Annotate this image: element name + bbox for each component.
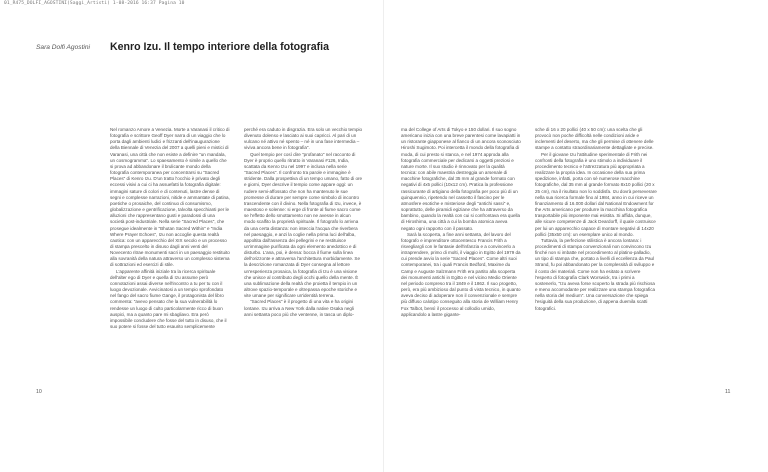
text-column-1	[110, 127, 230, 330]
paragraph: Quel tempio per così dire "profanato" nel racconto di Dyer è proprio quello ritratto in Varanasi #126, India, scattata da Kenro Izu nel 1997 e inclusa nella serie "Sacred Places". Il confronto tra parole e immagine è stridente. Dalla prospettiva di un tempo umano, fatto di ore e giorni, Dyer descrive il tempio come appare oggi: un rudere semi-affossato che non ha mantenuto le sue promesse di durare per sempre come simbolo di incontro trascendente con il divino. Nella fotografia di Izu, invece, è maestoso e solenne: si erge di fronte al fiume sacro come se l'effetto dello smottamento non ne avesse in alcun modo scalfito la proprietà spirituale. Il fotografo lo arrivna da una certa distanza: non inteccia l'acqua che riverbera nel paesaggio, e anzi la coglie nella prima luci dell'alba, appoltita dall'assenza dei pellegrini e ne restituisce un'immagine purificata da ogni elemento anedottico e di disturbo. L'ana, poi, è densa: bocca il fiume sulla linea dell'orizzonte e attraversa l'architettura morbidamente. Se la descrizione romanzata di Dyer consegna al lettore un'esperienza prosaica, la fotografia di Izu è una visione che unisce al contributo degli occhi quello della mente. È una sublimazione della realtà che proietta il tempio in un altrove spazio-temporale e oltrepassa epoche storiche e vite umane per significare un'identità terrena.	[244, 151, 363, 299]
print-slug: 01_R475_DOLFI_AGOSTINI(Saggi_Artisti) 1-08-2016 16:37 Pagina 10	[4, 1, 185, 6]
paragraph: ma del College of Arts di Tokyo e 150 dollari. Il suo sogno americano inizia con una breve parentesi come lavapiatti in un ristorante giapponese al fianco di un ancora sconosciuto Hiroshi Sugimoto. Poi intercetta il mondo della fotografia di moda, di cui presto si stanca, e nel 1974 approda alla fotografia commerciale per dedicarsi a oggetti preziosi e nature morte. Il suo studio è rinnovato per la qualità tecnica: con abile maestria destreggia un arsenale di macchine fotografiche, dal 35 mm al grande formato con negativi di 4x5 pollici (10x12 cm). Pratica la professione rassicurante di artigiano della fotografia per poco più di un quinquennio, ripetendo nel cassetto il fascino per le atmosfere esotiche e misteriose degli "antichi sassi" e, soprattutto, delle piramidi egiziane che ha attraverso da bambino, quando la realtà con cui si confrontava era quella di Hiroshima, una città a cui la bomba atomica aveva negato ogni rapporto con il passato.	[401, 127, 521, 231]
paragraph: Sarà la scoperta, a fine anni settanta, del lavoro del fotografo e imprenditore ottocentesco Francis Frith a risvegliargli con le fantasie dell'infanzia e a convincerlo a intraprendere, primo di molti, il viaggio in Egitto del 1979 da cui prende avvio la serie "Sacred Places". Come altri suoi contemporanei, tra i quali Francis Bedford, Maxime du Camp e Auguste Salzmann Frith era partito alla scoperta dei monumenti antichi in Egitto e nel vicino Medio Oriente nel periodo compreso tra il 1849 e il 1862. Il suo progetto, però, era più ambizioso dal punto di vista tecnico, in quanto aveva deciso di adoperare non il convenzionale e sempre più diffuso calotipo conseguito alla storia de William Henry Fox Talbot, bensì il processo al collodio umido, applicandolo a lastre gigante-	[401, 231, 521, 317]
paragraph: Tuttavia, la perfezione stilistica è ancora lontana: i procedimenti di stampa convenzionali non convincono Izu finché non si imbatte nel procedimento al platino-palladio, un tipo di stampa che, portato a livelli di eccellenza da Paul Strand, fu poi abbandonato per la complessità di sviluppo e il costo dei materiali. Come non ha esitato a scrivere l'esperto di fotografia Clark Worswick, tra i primi a sostenerlo, "Izu aveva forse scoperto la strada più rischiosa e meno accomodante per realizzare una stampa fotografica nella storia del medium". Una conversazione che spiega l'esiguità della sua produzione, di appena duemila scatti fotografici.	[535, 237, 656, 311]
paragraph: sche di 16 x 20 pollici (40 x 50 cm): una scelta che gli provocò non poche difficoltà nelle condizioni aride e inclementi del deserto, ma che gli permise di ottenere delle stampe a contatto straordinariamente dettagliate e precise.	[535, 127, 654, 151]
page-number-left: 10	[36, 389, 42, 395]
paragraph: L'apparente affinità iniziale tra la ricerca spirituale dell'alter ego di Dyer e quella di Izu assume però connotazioni assai diverse nell'incontro a tu per tu con il luogo devozionale. Avvicinatosi a un tempio sprofondato nel fango del sacro fiume Gange, il protagonista del libro commenta: "avevo pensato che la sua vulnerabilità lo rendesse un luogo di culto particolarmente ricco di buon auspici, ma a quanto pare mi sbagliavo. Era però impossibile concludere che fosse del tutto in disuso, che il suo potere si fosse del tutto esaurito semplicemente	[110, 268, 227, 329]
paragraph: "Sacred Places" è il progetto di una vita e ha origini lontane. Izu arriva a New York dalla native Osaka negli anni settanta poco più che ventenne, in tasca un diplo-	[244, 299, 354, 317]
article-title: Kenro Izu. Il tempo interiore della fotografia	[110, 41, 329, 53]
text-column-4	[535, 127, 657, 312]
paragraph: perché era caduto in disgrazia. Era solo un vecchio tempio divenuto dolenso e lasciato ai suoi capricci. Al pari di un vulcano né attivo né spento – né in una fase intermedia – viviva ancora bene in fotografia".	[244, 127, 363, 151]
paragraph: Nel romanzo Amore a Venezia. Morte a Varanasi il critico di fotografia e scrittore Geoff Dyer narra di un viaggio che lo porta dagli ambienti ludici e frizzanti dell'inaugurazione della Biennale di Venezia del 2007 a quelli pieni e mistici di Varanasi, una città che non esiste a definire "un mandala, un cosmogramma". Lo spaesamento è simile a quello che si prova ad abbandonare il brulicante mondo della fotografia contemporanea per concentrarsi su "Sacred Places" di Kenro Izu. D'un tratto l'occhio è privato degli eccessi visivi a cui ci ha assuefatti la fotografia digitale: immagini sature di colori e di contenuti, lastre dense di segni e complesse narrazioni, nitide e ammantate di patina, poetiche o prosaiche, del continuo di consumismo, globalizzazione e gentrificazione, talvolta specchianti per le alluzioni che rappresentano gusti e paradossi di una società post-industriale. Nella serie "Sacred Places", che prosegue idealmente in "Bhutan Sacred Within" e "India Where Prayer Echoes", Izu non accoglie questa realtà caotica: con un apparecchio del XIX secolo e un processo di stampa prescelto in disuso dagli anni venti del Novecento ritrae monumenti sacri in un paesaggio restituito alla sovranità della natura attraverso un complesso sistema di sottrazioni ed esercizi di stile.	[110, 127, 230, 268]
author-name: Sara Dolfi Agostini	[36, 44, 90, 51]
gutter	[383, 0, 384, 472]
paragraph: Per il giovane Izu l'attitudine sperimentale di Frith nei confronti della fotografia è uno stimolo a individuare il procedimento tecnico e l'attrezzatura più appropriata a realizzare la propria idea. In occasione della sua prima spedizione, infatti, porta con sé numerose macchine fotografiche, dal 35 mm al grande formato 8x10 pollici (20 x 25 cm), ma il risultato non lo soddisfa. Izu dovrà perseverare nella sua ricerca formale fino al 1984, anno in cui riceve un finanziamento di 16.000 dollari dal National Endowment for the Arts americano per produrre la macchina fotografica trasportabile più imponente mai esistita. Si affida, dunque, alle sicure competenze di Jack Deardorff, il quale costruisce per lui un apparecchio capace di montare negativi di 14x20 pollici (35x50 cm): un esemplare unico al mondo.	[535, 151, 657, 237]
page-number-right: 11	[725, 389, 731, 395]
text-column-2	[244, 127, 363, 318]
text-column-3	[401, 127, 521, 318]
